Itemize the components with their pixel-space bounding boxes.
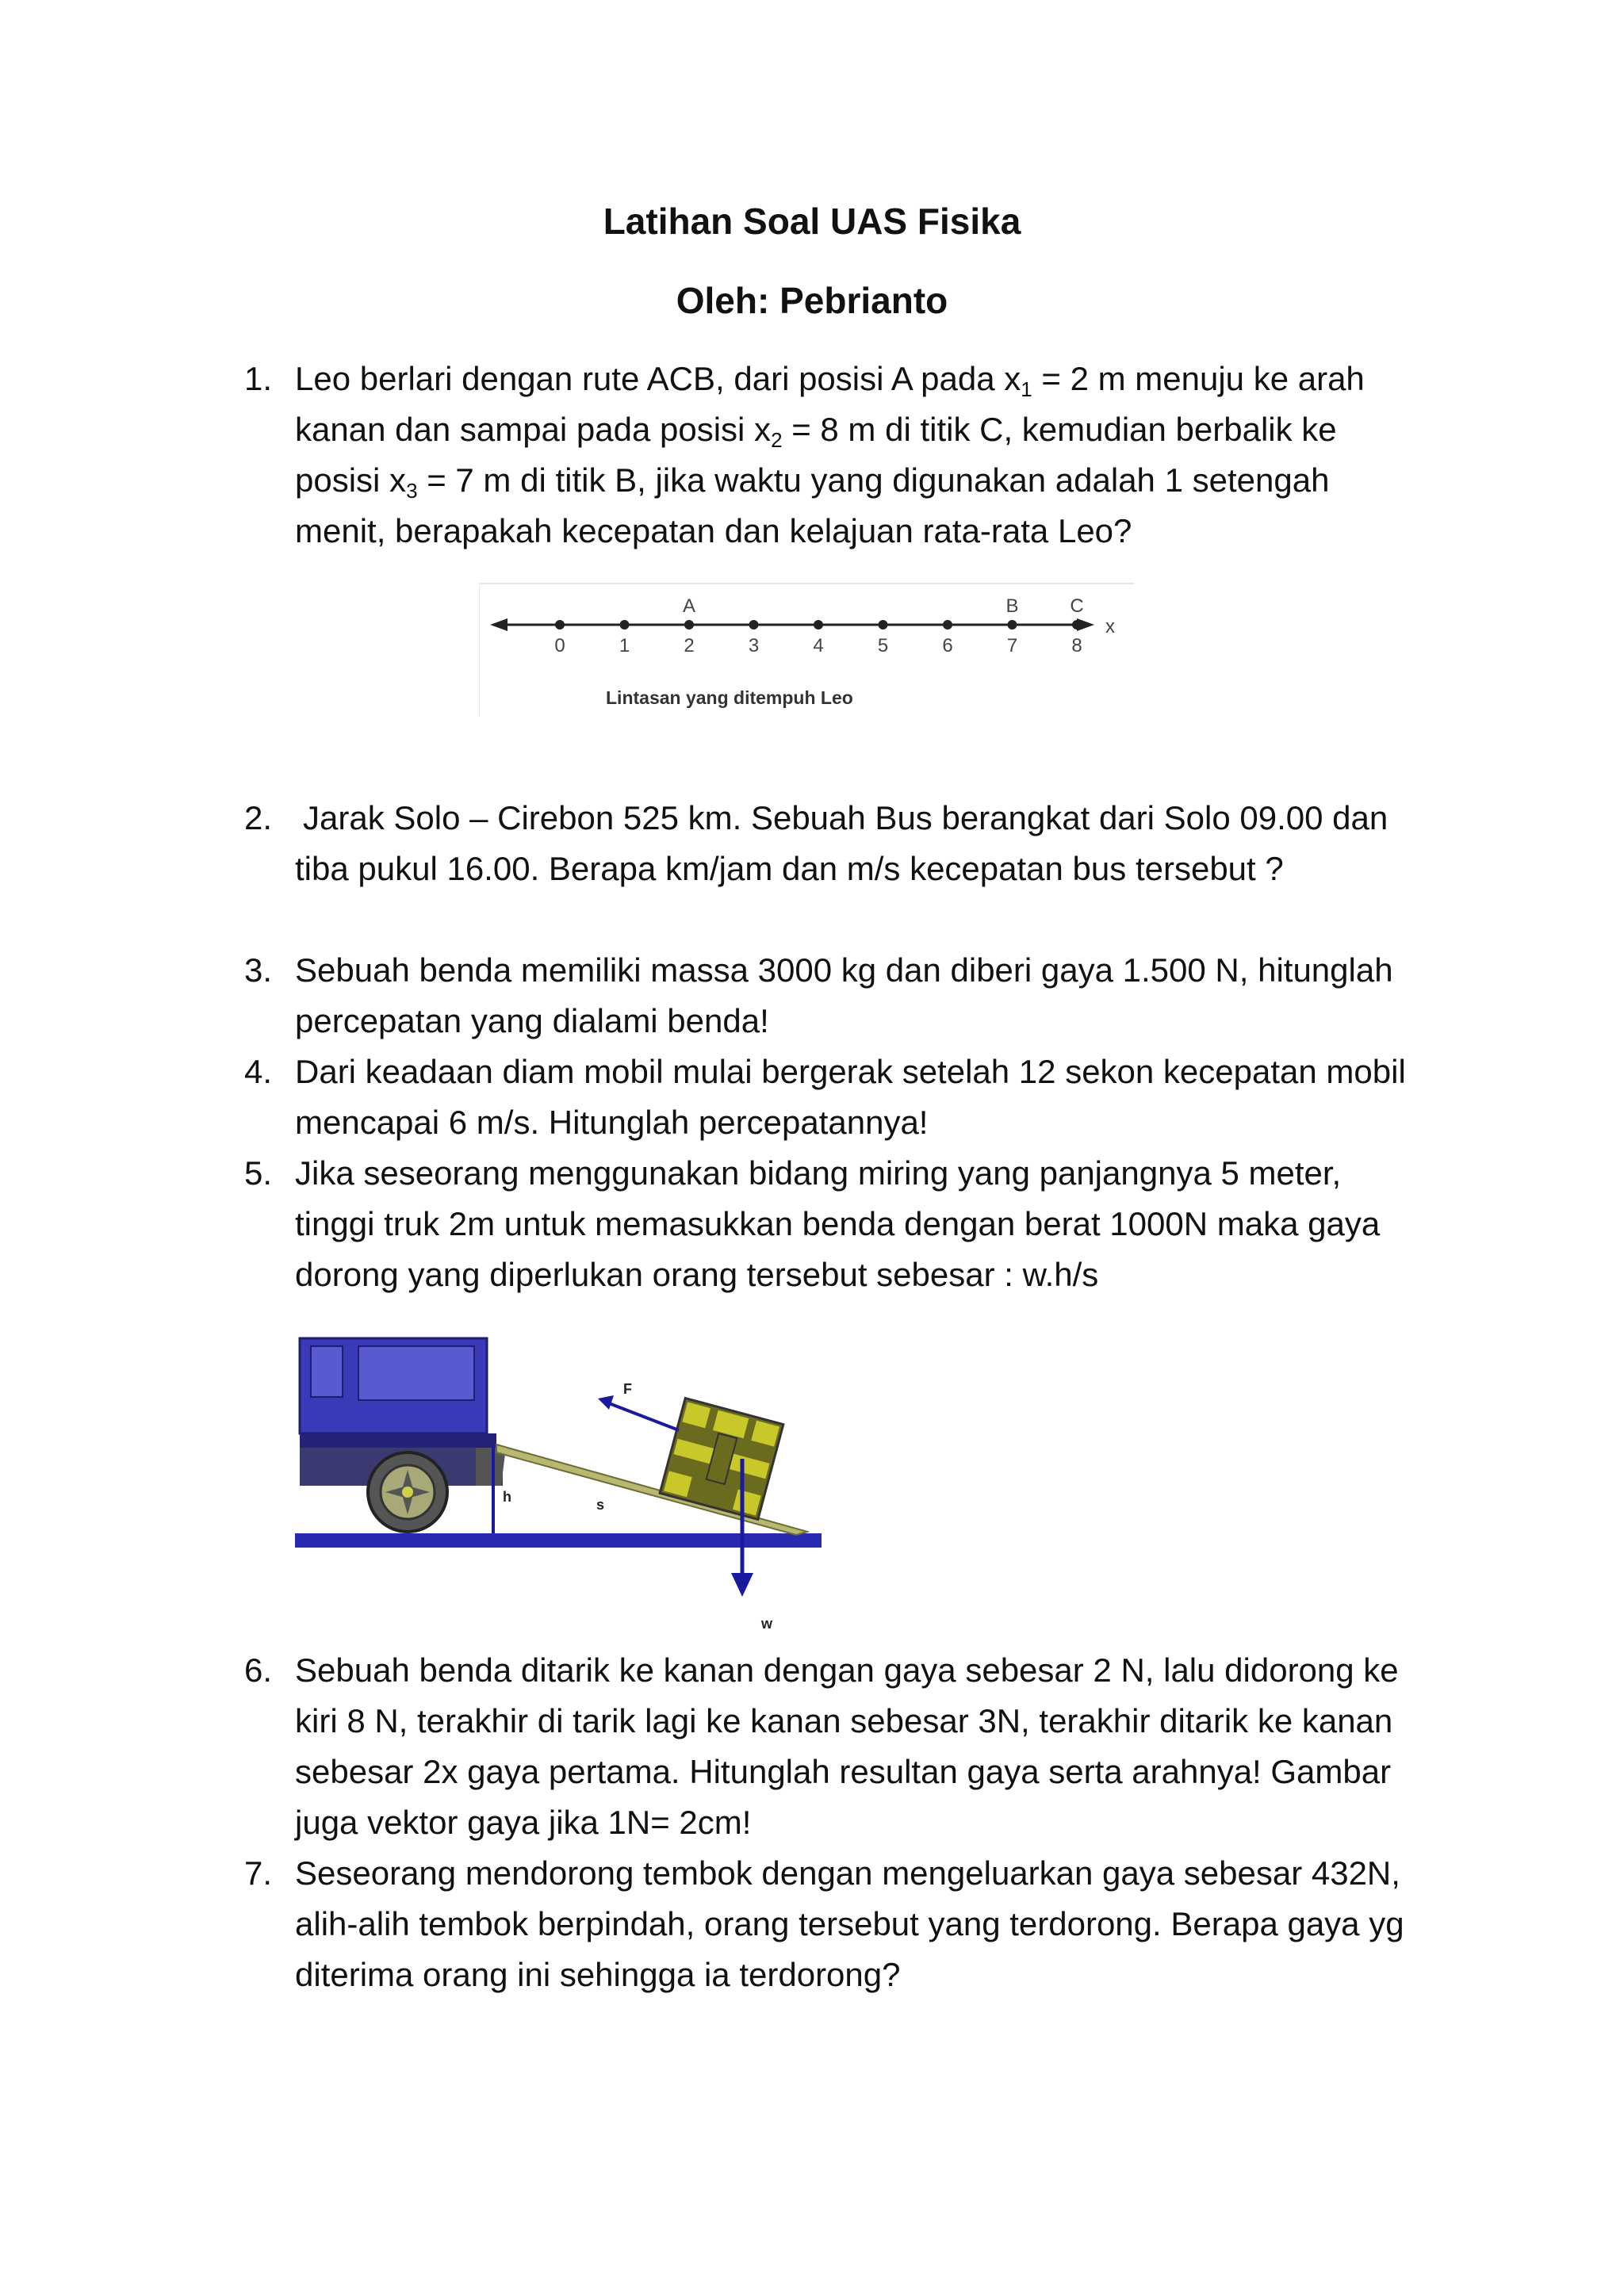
question-7: [244, 1848, 1410, 2000]
inclined-plane-figure: [293, 1334, 829, 1635]
weight-arrow-icon: [731, 1573, 753, 1597]
number-line-figure: [479, 580, 1134, 717]
question-text: Sebuah benda memiliki massa 3000 kg dan diberi gaya 1.500 N, hitunglah percepatan yang dialami benda!: [295, 951, 1393, 1039]
weight-label: w: [761, 1616, 773, 1632]
slope-label: s: [596, 1497, 605, 1513]
tick-label: 1: [619, 635, 630, 656]
question-number: 1.: [244, 360, 273, 397]
tick-dot: [814, 620, 823, 629]
question-number: 3.: [244, 951, 273, 989]
question-number: 6.: [244, 1651, 273, 1689]
question-text: Dari keadaan diam mobil mulai bergerak setelah 12 sekon kecepatan mobil mencapai 6 m/s. Hitunglah percepatannya!: [295, 1053, 1406, 1141]
question-text-part: Leo berlari dengan rute ACB, dari posisi A pada x: [295, 360, 1021, 397]
question-text-part: = 2 m menuju ke arah kanan dan sampai pada posisi x: [295, 360, 1365, 448]
document-author: Oleh: Pebrianto: [676, 280, 948, 321]
document-title: Latihan Soal UAS Fisika: [603, 201, 1021, 242]
force-arrow-icon: [598, 1395, 614, 1410]
force-label: F: [623, 1381, 632, 1397]
question-2: [244, 793, 1410, 894]
question-text: Sebuah benda ditarik ke kanan dengan gaya sebesar 2 N, lalu didorong ke kiri 8 N, terakhir di tarik lagi ke kanan sebesar 3N, terakhir ditarik ke kanan sebesar 2x gaya pertama. Hitunglah resultan gaya serta arahnya! Gambar juga vektor gaya jika 1N= 2cm!: [295, 1651, 1399, 1841]
number-line-points: [683, 595, 1084, 617]
tick-label: 7: [1006, 635, 1018, 656]
tick-dot: [1008, 620, 1017, 629]
question-number: 5.: [244, 1154, 273, 1192]
tick-label: 6: [942, 635, 953, 656]
point-label: C: [1070, 595, 1084, 617]
subscript: 3: [406, 479, 418, 503]
tick-dot: [620, 620, 630, 629]
tick-label: 3: [748, 635, 760, 656]
question-text: [295, 354, 1410, 557]
tick-dot: [684, 620, 694, 629]
question-text: Jarak Solo – Cirebon 525 km. Sebuah Bus berangkat dari Solo 09.00 dan tiba pukul 16.00. Berapa km/jam dan m/s kecepatan bus tersebut ?: [295, 799, 1388, 887]
tick-dot: [879, 620, 888, 629]
question-4: [244, 1047, 1410, 1148]
tick-dot: [1072, 620, 1082, 629]
question-5: [244, 1148, 1410, 1300]
question-number: 4.: [244, 1053, 273, 1090]
question-text: Jika seseorang menggunakan bidang miring yang panjangnya 5 meter, tinggi truk 2m untuk memasukkan benda dengan berat 1000N maka gaya dorong yang diperlukan orang tersebut sebesar : w.h/s: [295, 1154, 1381, 1293]
tick-label: 8: [1071, 635, 1082, 656]
truck-icon: [300, 1338, 506, 1532]
point-label: B: [1005, 595, 1019, 617]
question-number: 2.: [244, 799, 273, 836]
tick-label: 2: [684, 635, 695, 656]
tick-dot: [555, 620, 565, 629]
tick-label: 5: [877, 635, 889, 656]
subscript: 1: [1021, 377, 1032, 401]
figure-caption: Lintasan yang ditempuh Leo: [606, 687, 853, 708]
question-number: 7.: [244, 1854, 273, 1892]
tick-label: 4: [813, 635, 824, 656]
question-text: Seseorang mendorong tembok dengan mengeluarkan gaya sebesar 432N, alih-alih tembok berpindah, orang tersebut yang terdorong. Berapa gaya yg diterima orang ini sehingga ia terdorong?: [295, 1854, 1404, 1993]
force-vector: [609, 1403, 679, 1430]
question-1: [244, 354, 1410, 557]
axis-label: x: [1105, 616, 1115, 637]
tick-label: 0: [554, 635, 565, 656]
question-6: [244, 1645, 1410, 1848]
question-3: [244, 945, 1410, 1047]
arrow-left-icon: [490, 618, 508, 631]
point-label: A: [682, 595, 696, 617]
question-text-part: = 7 m di titik B, jika waktu yang digunakan adalah 1 setengah menit, berapakah kecepatan dan kelajuan rata-rata Leo?: [295, 461, 1330, 549]
tick-dot: [749, 620, 759, 629]
subscript: 2: [771, 428, 783, 452]
height-label: h: [503, 1489, 511, 1505]
question-text-part: = 8 m di titik C, kemudian berbalik ke posisi x: [295, 411, 1337, 499]
tick-dot: [943, 620, 952, 629]
